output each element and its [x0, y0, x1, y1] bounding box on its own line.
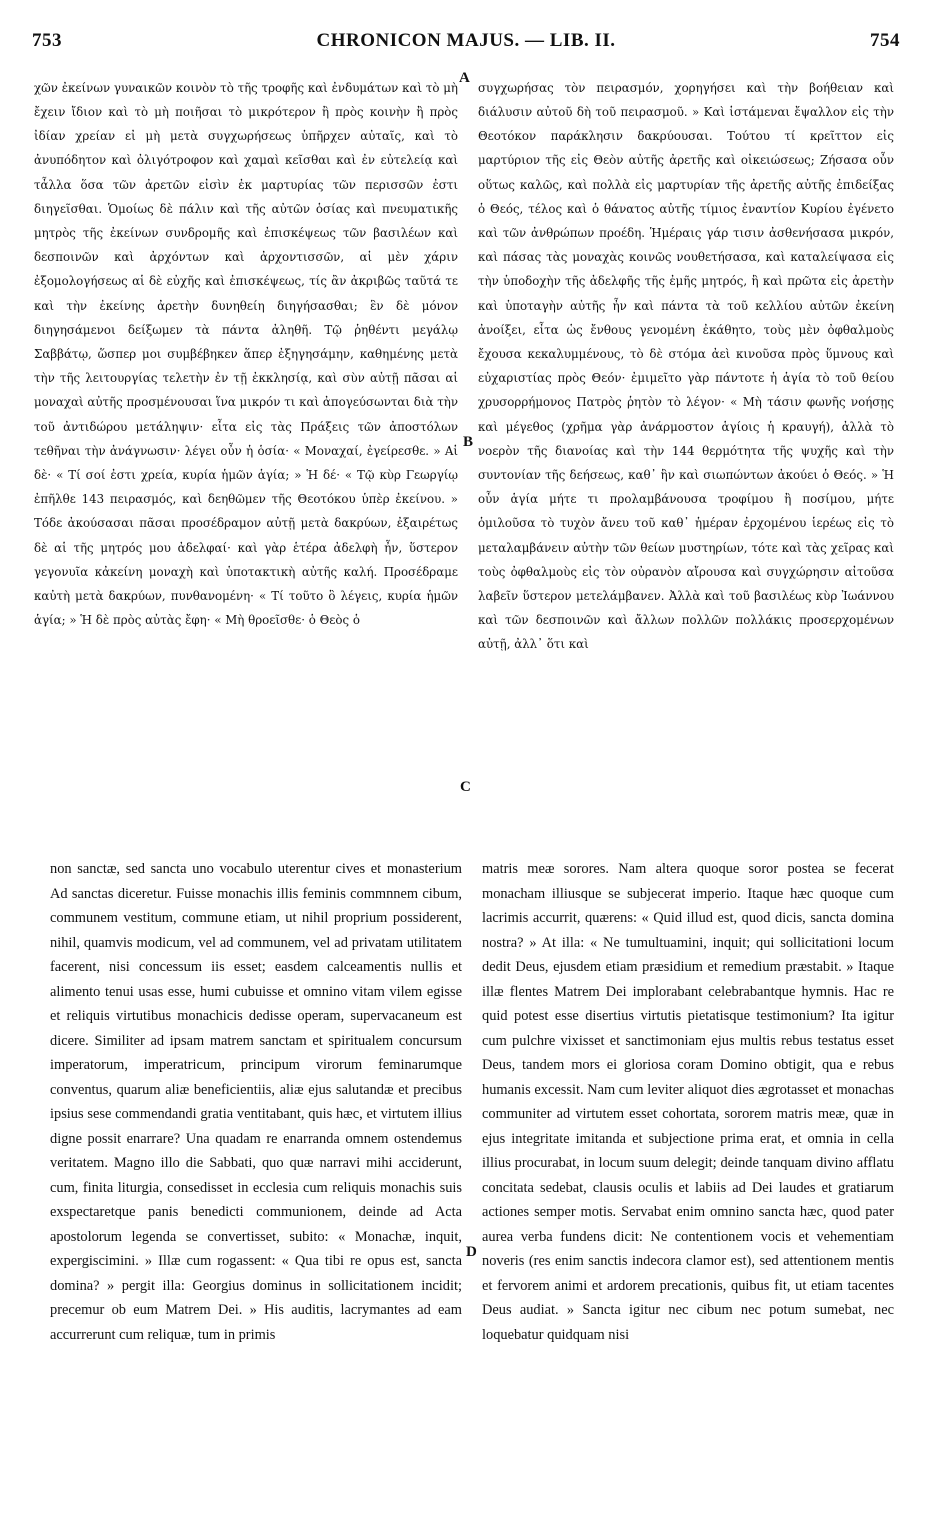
running-header: [32, 30, 900, 56]
latin-column-left: [50, 843, 462, 1533]
margin-letter-c: C: [460, 779, 471, 795]
running-title: CHRONICON MAJUS. — LIB. II.: [316, 30, 616, 51]
page-number-right: 754: [870, 30, 900, 51]
margin-letter-a: A: [459, 70, 470, 86]
margin-letter-b: B: [463, 434, 474, 450]
greek-column-right: [478, 64, 894, 832]
greek-column-left: [34, 64, 458, 832]
latin-text-right: matris meæ sorores. Nam altera quoque soror postea se fecerat monacham illiusque se subjecerat imperio. Itaque hæc quoque cum lacrimis accurrit, quærens: « Quid illud est, quod dicis, sancta domina nostra? » At illa: « Ne tumultuamini, inquit; qui sollicitationi locum dedit Deus, ejusdem etiam præsidium et remedium præstabit. » Itaque illæ flentes Matrem Dei implorabant celebrabantque hymnis. Hac re quid potest esse disertius virtutis pietatisque testimonium? Ita igitur cum pulchre vixisset et sanctimoniam ejus multis rebus testatus esset Deus, tandem mors ei gloriosa coram Domino obtigit, qua e rebus humanis excessit. Nam cum leviter aliquot dies ægrotasset et monachas communiter ad virtutem esset cohortata, sororem matris meæ, quæ in ejus integritate imitanda et subjectione prima erat, et omnia in cella illius procurabat, in locum suum delegit; deinde tanquam divino afflatu concitata sedebat, clausis oculis et labiis ad Dei laudes et gratiarum actiones semper motis. Servabat enim omnino sancta hæc, quod pater aurea verba fundens dicit: Ne contentionem vocis et vehementiam noveris (res enim sanctis indecora clamor est), sed attentionem mentis et fervorem animi et ardorem precationis, quibus fit, ut etiam tacentes Deus audiat. » Sancta igitur nec cibum nec potum sumebat, nec loquebatur quidquam nisi: [482, 861, 894, 1343]
margin-letter-d: D: [466, 1244, 477, 1260]
greek-text-right: συγχωρήσας τὸν πειρασμόν, χορηγήσει καὶ τὴν βοήθειαν καὶ διάλυσιν αὐτοῦ δὴ τοῦ πειρασμοῦ. » Καὶ ἱστάμεναι ἔψαλλον εἰς τὴν Θεοτόκον παράκλησιν δακρύουσαι. Τούτου τί κρεῖττον εἰς μαρτύριον τῆς εἰς Θεὸν αὐτῆς ἀρετῆς καὶ οἰκειώσεως; Ζήσασα οὖν οὕτως καλῶς, καὶ πολλὰ εἰς μαρτυρίαν τῆς ἀρετῆς αὐτῆς ἐπιδείξας ὁ Θεός, τέλος καὶ ὁ θάνατος αὐτῆς τίμιος ἐναντίον Κυρίου ἐγένετο καὶ τῶν ἀνθρώπων προέδη. Ἡμέραις γάρ τισιν ἀσθενήσασα μικρόν, καὶ πάσας τὰς μοναχὰς κοινῶς νουθετήσασα, καὶ καταλείψασα εἰς τὴν ὑποδοχὴν τῆς ἀδελφῆς τῆς ἐμῆς μητρός, ἣ καὶ πρῶτα εἰς ἀρετὴν καὶ ὑποταγὴν αὐτῆς ἦν καὶ πάντα τὰ τοῦ κελλίου αὐτῶν ἐκείνη ἀνοίξει, εἶτα ὡς ἔνθους γενομένη ἐκάθητο, τοὺς μὲν ὀφθαλμοὺς ἔχουσα κεκαλυμμένους, τὸ δὲ στόμα ἀεὶ κινοῦσα πρὸς ὕμνους καὶ εὐχαριστίας πρὸς Θεόν· ἐμιμεῖτο γὰρ πάντοτε ἡ ἁγία τὸ τοῦ θείου χρυσορρήμονος Πατρὸς ῥητὸν τὸ λέγον· « Μὴ τάσιν φωνῆς νοήσῃς καὶ μέγεθος (χρῆμα γὰρ ἀνάρμοστον ἁγίοις ἡ κραυγή), ἀλλὰ τὸ νοερὸν τῆς διανοίας καὶ τὴν 144 θερμότητα τῆς ψυχῆς καὶ τὴν συντονίαν τῆς δεήσεως, καθ᾽ ἣν καὶ σιωπώντων ἀκούει ὁ Θεός. » Ἡ οὖν ἁγία μήτε τι προλαμβάνουσα τροφίμου ἢ ποσίμου, μήτε ὁμιλοῦσα τὸ τυχὸν ἄνευ τοῦ καθ᾽ ἡμέραν ἐρχομένου ἱερέως εἰς τὸ μεταλαμβάνειν αὐτὴν τῶν θείων μυστηρίων, τότε καὶ τὰς χεῖρας καὶ τοὺς ὀφθαλμοὺς εἰς τὸν οὐρανὸν αἴρουσα καὶ συγχώρησιν αἰτοῦσα λαβεῖν ὕστερον μετελάμβανεν. Ἀλλὰ καὶ τοῦ βασιλέως κὺρ Ἰωάννου καὶ τῶν δεσποινῶν καὶ ἄλλων πολλῶν πολλάκις προσερχομένων αὐτῇ, ἀλλ᾽ ὅτι καὶ: [478, 80, 894, 652]
latin-text-left: non sanctæ, sed sancta uno vocabulo uterentur cives et monasterium Ad sanctas diceretur. Fuisse monachis illis feminis commnnem cibum, communem vestitum, commune etiam, ut nihil proprium possiderent, nihil, quamvis modicum, vel ad communem, vel ad privatam utilitatem facerent, nisi concessum iis esset; easdem calceamentis nullis et alimento tenui usas esse, humi cubuisse et omnino vitam vilem egisse et reliquis virtutibus monachicis dedisse operam, supervacaneum est dicere. Similiter ad ipsam matrem sanctam et spiritualem concursum imperatorum, imperatricum, principum virorum feminarumque conventus, quarum aliæ beneficientiis, aliæ ejus salutandæ et precibus ipsius sese commendandi gratia ventitabant, quis hæc, et virtutem illius digne possit enarrare? Una quadam re enarranda omnem ostendemus veritatem. Magno illo die Sabbati, quo quæ narravi mihi acciderunt, cum, finita liturgia, consedisset in ecclesia cum reliquis monachis suis exspectaretque panis benedicti communionem, deinde ad Acta apostolorum legenda se convertisset, subito: « Monachæ, inquit, expergiscimini. » Illæ cum rogassent: « Qua tibi re opus est, sancta domina? » pergit illa: Georgius dominus in sollicitationem incidit; precemur ob eum Matrem Dei. » His auditis, lacrymantes ad eam accurrerunt cum reliquæ, tum in primis: [50, 861, 462, 1343]
page-number-left: 753: [32, 30, 62, 51]
greek-text-left: χῶν ἐκείνων γυναικῶν κοινὸν τὸ τῆς τροφῆς καὶ ἐνδυμάτων καὶ τὸ μὴ ἔχειν ἴδιον καὶ τὸ μὴ ποιῆσαι τὸ μικρότερον ἢ πρὸς κοινὴν ἢ πρὸς ἰδίαν χρείαν εἰ μὴ μετὰ συγχωρήσεως ὑπῆρχεν αὐταῖς, καὶ τὸ ἀνυπόδητον καὶ ὀλιγότροφον καὶ χαμαὶ κεῖσθαι καὶ ἐν εὐτελείᾳ καὶ τἆλλα ὅσα τῶν ἀρετῶν εἰσὶν ἐκ μαρτυρίας τῶν περισσῶν ἐστι διηγεῖσθαι. Ὁμοίως δὲ πάλιν καὶ τῆς αὐτῶν ὁσίας καὶ πνευματικῆς μητρὸς τῆς ἐκείνων συνδρομῆς καὶ ἐπισκέψεως τῶν βασιλέων καὶ δεσποινῶν καὶ ἀρχόντων καὶ ἀρχοντισσῶν, αἱ μὲν χάριν ἐξομολογήσεως αἱ δὲ εὐχῆς καὶ ἐπισκέψεως, τίς ἂν ἀκριβῶς ταῦτά τε καὶ τὴν ἐκείνης ἀρετὴν δυνηθείη διηγήσασθαι; ἓν δὲ μόνον διηγησάμενοι δείξωμεν τὰ πάντα ἀληθῆ. Τῷ ῥηθέντι μεγάλῳ Σαββάτῳ, ὥσπερ μοι συμβέβηκεν ἅπερ ἐξηγησάμην, καθημένης μετὰ τὴν τῆς λειτουργίας τελετὴν ἐν τῇ ἐκκλησίᾳ, καὶ σὺν αὐτῇ πᾶσαι αἱ μοναχαὶ αὐτῆς προσμένουσαι ἵνα μικρόν τι καὶ ἀπογεύσωνται διὰ τὴν τοῦ ἀντιδώρου μετάληψιν· εἶτα εἰς τὰς Πράξεις τῶν ἀποστόλων τεθῆναι τὴν ἀνάγνωσιν· λέγει οὖν ἡ ὁσία· « Μοναχαί, ἐγείρεσθε. » Αἱ δὲ· « Τί σοί ἐστι χρεία, κυρία ἡμῶν ἁγία; » Ἡ δέ· « Τῷ κὺρ Γεωργίῳ ἐπῆλθε 143 πειρασμός, καὶ δεηθῶμεν τῆς Θεοτόκου ὑπὲρ ἐκείνου. » Τόδε ἀκούσασαι πᾶσαι προσέδραμον αὐτῇ μετὰ δακρύων, ἐξαιρέτως δὲ αἱ τῆς μητρός μου ἀδελφαί· καὶ γὰρ ἑτέρα ἀδελφὴ ἦν, ὕστερον γεγονυῖα κἀκείνη μοναχὴ καὶ ὑποτακτικὴ αὐτῆς καλή. Προσέδραμε καὐτὴ μετὰ δακρύων, πυνθανομένη· « Τί τοῦτο ὃ λέγεις, κυρία ἡμῶν ἁγία; » Ἡ δὲ πρὸς αὐτὰς ἔφη· « Μὴ θροεῖσθε· ὁ Θεὸς ὁ: [34, 80, 458, 628]
latin-column-right: [482, 843, 894, 1533]
